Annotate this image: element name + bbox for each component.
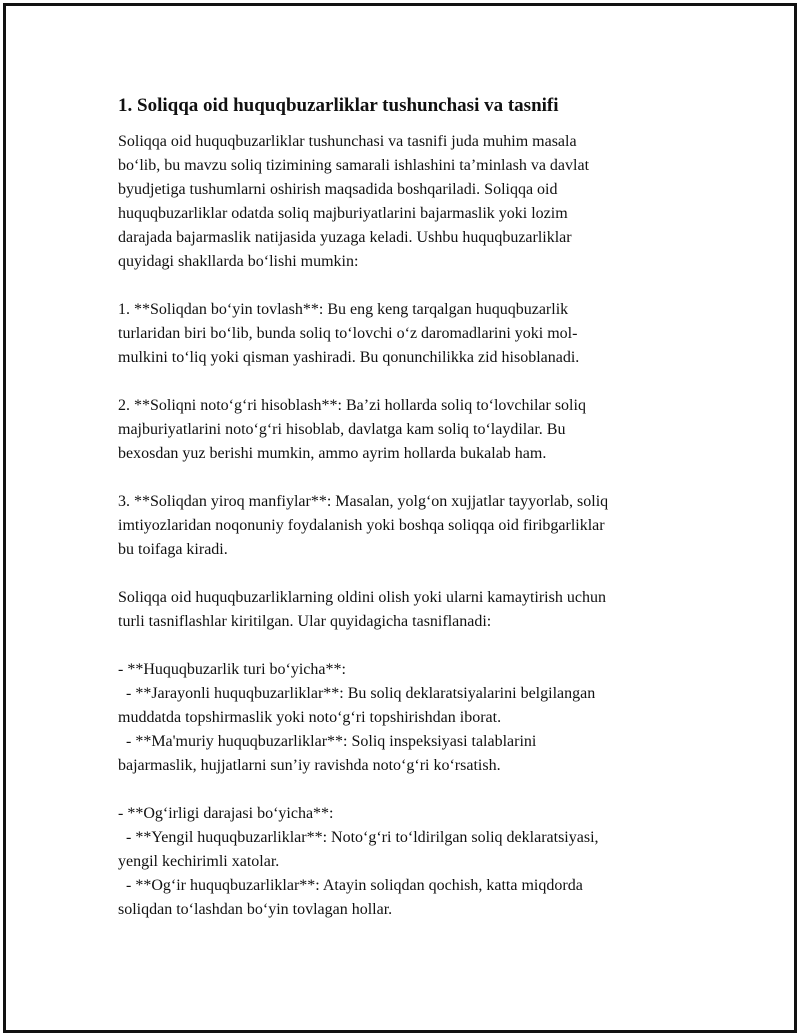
severity-classification-list [118, 802, 718, 922]
text-line: - **Yengil huquqbuzarliklar**: Noto‘g‘ri to‘ldirilgan soliq deklaratsiyasi, [118, 829, 599, 846]
text-line: 3. **Soliqdan yiroq manfiylar**: Masalan, yolg‘on xujjatlar tayyorlab, soliq [118, 493, 609, 510]
text-line: 1. **Soliqdan bo‘yin tovlash**: Bu eng keng tarqalgan huquqbuzarlik [118, 301, 569, 318]
text-line: - **Ma'muriy huquqbuzarliklar**: Soliq inspeksiyasi talablarini [118, 733, 537, 750]
section-title: 1. Soliqqa oid huquqbuzarliklar tushunchasi va tasnifi [118, 95, 559, 116]
text-line: Soliqqa oid huquqbuzarliklarning oldini olish yoki ularni kamaytirish uchun [118, 589, 606, 606]
text-line: 2. **Soliqni noto‘g‘ri hisoblash**: Ba’zi hollarda soliq to‘lovchilar soliq [118, 397, 586, 414]
text-line: - **Og‘ir huquqbuzarliklar**: Atayin soliqdan qochish, katta miqdorda [118, 877, 583, 894]
text-line: muddatda topshirmaslik yoki noto‘g‘ri topshirishdan iborat. [118, 709, 502, 726]
text-line: turlaridan biri bo‘lib, bunda soliq to‘lovchi o‘z daromadlarini yoki mol- [118, 325, 578, 342]
text-line: bexosdan yuz berishi mumkin, ammo ayrim hollarda bukalab ham. [118, 445, 547, 462]
paragraph-gap [118, 370, 718, 394]
text-line: turli tasniflashlar kiritilgan. Ular quyidagicha tasniflanadi: [118, 613, 492, 630]
paragraph-gap [118, 778, 718, 802]
text-line: soliqdan to‘lashdan bo‘yin tovlagan hollar. [118, 901, 393, 918]
item-2-paragraph [118, 394, 718, 466]
text-line: - **Jarayonli huquqbuzarliklar**: Bu soliq deklaratsiyalarini belgilangan [118, 685, 596, 702]
text-line: bo‘lib, bu mavzu soliq tizimining samarali ishlashini ta’minlash va davlat [118, 157, 590, 174]
text-line: imtiyozlaridan noqonuniy foydalanish yoki boshqa soliqqa oid firibgarliklar [118, 517, 605, 534]
text-line: yengil kechirimli xatolar. [118, 853, 280, 870]
document-content [118, 92, 718, 922]
text-line: majburiyatlarini noto‘g‘ri hisoblab, davlatga kam soliq to‘laydilar. Bu [118, 421, 566, 438]
paragraph-gap [118, 634, 718, 658]
text-line: Soliqqa oid huquqbuzarliklar tushunchasi va tasnifi juda muhim masala [118, 133, 577, 150]
paragraph-gap [118, 466, 718, 490]
text-line: - **Huquqbuzarlik turi bo‘yicha**: [118, 661, 346, 678]
text-line: mulkini to‘liq yoki qisman yashiradi. Bu qonunchilikka zid hisoblanadi. [118, 349, 580, 366]
text-line: bajarmaslik, hujjatlarni sun’iy ravishda noto‘g‘ri ko‘rsatish. [118, 757, 501, 774]
paragraph-gap [118, 274, 718, 298]
item-3-paragraph [118, 490, 718, 562]
text-line: huquqbuzarliklar odatda soliq majburiyatlarini bajarmaslik yoki lozim [118, 205, 568, 222]
text-line: byudjetiga tushumlarni oshirish maqsadida boshqariladi. Soliqqa oid [118, 181, 558, 198]
classification-intro-paragraph [118, 586, 718, 634]
text-line: darajada bajarmaslik natijasida yuzaga keladi. Ushbu huquqbuzarliklar [118, 229, 572, 246]
type-classification-list [118, 658, 718, 778]
item-1-paragraph [118, 298, 718, 370]
paragraph-gap [118, 562, 718, 586]
intro-paragraph [118, 130, 718, 274]
text-line: quyidagi shakllarda bo‘lishi mumkin: [118, 253, 359, 270]
text-line: - **Og‘irligi darajasi bo‘yicha**: [118, 805, 334, 822]
text-line: bu toifaga kiradi. [118, 541, 228, 558]
